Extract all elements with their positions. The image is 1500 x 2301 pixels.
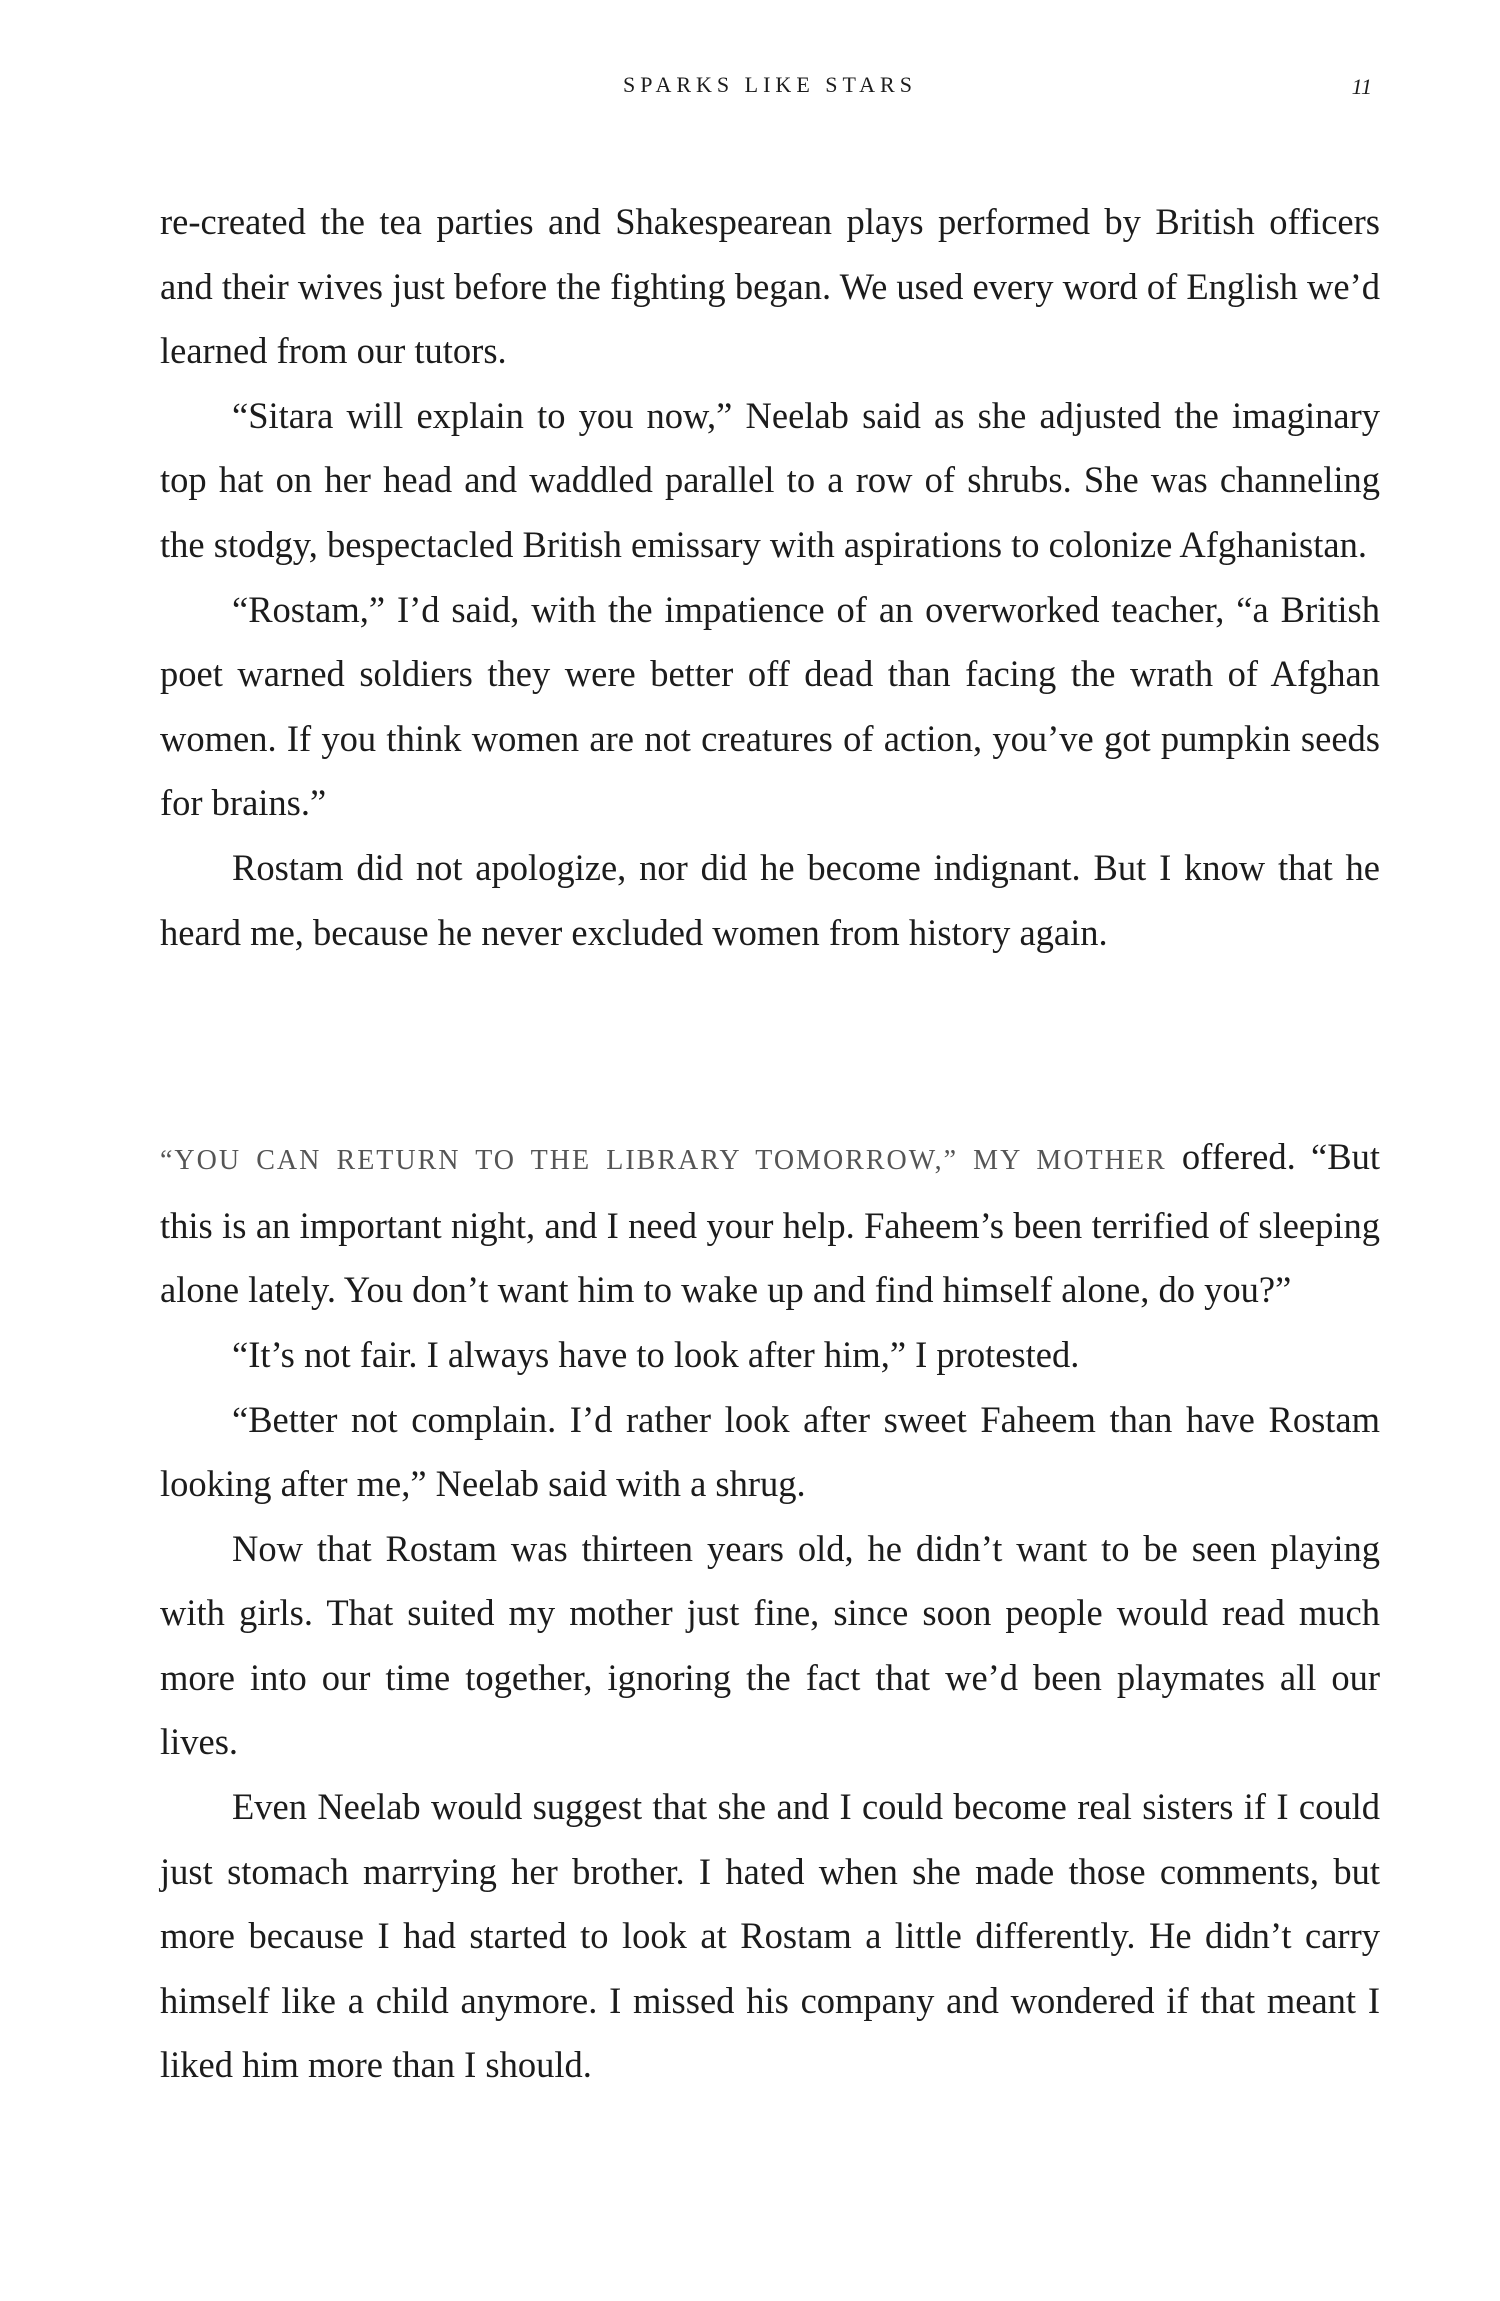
paragraph: “Sitara will explain to you now,” Neelab said as she adjusted the imaginary top hat on her head and waddled parallel to a row of shrubs. She was channeling the stodgy, bespectacled British emissary with aspirations to colonize Afghanistan. [160,394,1380,565]
paragraph: Rostam did not apologize, nor did he become indignant. But I know that he heard me, because he never excluded women from history again. [160,846,1380,953]
paragraph: “Better not complain. I’d rather look after sweet Faheem than have Rostam looking after me,” Neelab said with a shrug. [160,1398,1380,1505]
small-caps-lead-in: “YOU CAN RETURN TO THE LIBRARY TOMORROW,” MY MOTHER [160,1145,1167,1177]
paragraph: re-created the tea parties and Shakespearean plays performed by British officers and their wives just before the fighting began. We used every word of English we’d learned from our tutors. [160,201,1380,372]
paragraph-text: offered. “But this is an important night, and I need your help. Faheem’s been terrified of sleeping alone lately. You don’t want him to wake up and find himself alone, do you?” [160,1136,1380,1311]
paragraph: Now that Rostam was thirteen years old, he didn’t want to be seen playing with girls. That suited my mother just fine, since soon people would read much more into our time together, ignoring the fact that we’d been playmates all our lives. [160,1527,1380,1763]
paragraph: “It’s not fair. I always have to look after him,” I protested. [232,1333,1080,1375]
running-head [0,72,1500,108]
page-number: 11 [1351,74,1372,99]
body-text [160,190,1380,2098]
paragraph: Even Neelab would suggest that she and I could become real sisters if I could just stomach marrying her brother. I hated when she made those comments, but more because I had started to look at Rostam a little differently. He didn’t carry himself like a child anymore. I missed his company and wondered if that meant I liked him more than I should. [160,1786,1380,2086]
paragraph: “Rostam,” I’d said, with the impatience of an overworked teacher, “a British poet warned soldiers they were better off dead than facing the wrath of Afghan women. If you think women are not creatures of action, you’ve got pumpkin seeds for brains.” [160,588,1380,824]
section-break [160,965,1380,1125]
running-title: SPARKS LIKE STARS [623,72,917,97]
section-opening-paragraph [160,1125,1380,1323]
